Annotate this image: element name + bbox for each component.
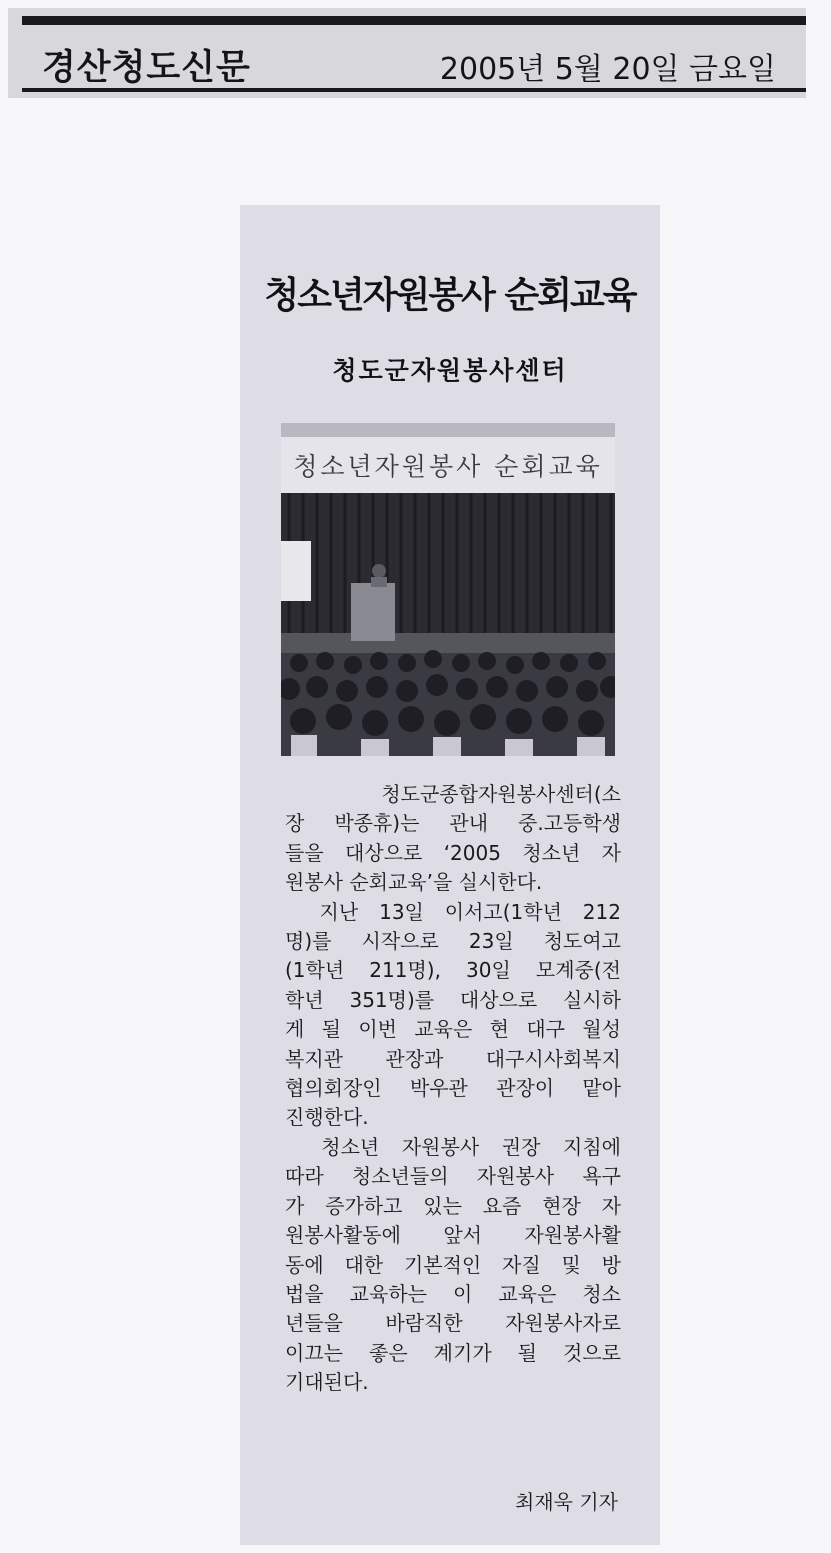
body-line: 청도군종합자원봉사센터(소 [285, 782, 621, 806]
body-line: 원봉사 순회교육’을 실시한다. [285, 870, 543, 895]
photo-banner-text: 청소년자원봉사 순회교육 [293, 452, 603, 481]
newspaper-name: 경산청도신문 [42, 48, 251, 88]
body-line: 복지관 관장과 대구시사회복지 [285, 1046, 621, 1071]
article-photo [281, 423, 615, 756]
body-line: (1학년 211명), 30일 모계중(전 [285, 958, 621, 983]
body-line: 들을 대상으로 ‘2005 청소년 자 [285, 840, 621, 865]
body-line: 지난 13일 이서고(1학년 212 [285, 899, 621, 924]
body-line: 기대된다. [285, 1370, 369, 1395]
body-line: 원봉사활동에 앞서 자원봉사활 [285, 1223, 621, 1248]
body-line: 법을 교육하는 이 교육은 청소 [285, 1281, 621, 1306]
article-body [285, 780, 621, 1398]
body-line: 년들을 바람직한 자원봉사자로 [285, 1311, 621, 1336]
body-line: 가 증가하고 있는 요즘 현장 자 [285, 1193, 621, 1218]
masthead [8, 8, 806, 98]
article-clipping [240, 205, 660, 1545]
body-line: 따라 청소년들의 자원봉사 욕구 [285, 1164, 621, 1189]
masthead-bottom-rule [22, 88, 806, 92]
masthead-top-rule [22, 16, 806, 25]
body-line: 장 박종휴)는 관내 중.고등학생 [285, 811, 621, 836]
article-subhead: 청도군자원봉사센터 [332, 356, 568, 385]
body-line: 진행한다. [285, 1105, 369, 1130]
body-line: 명)를 시작으로 23일 청도여고 [285, 929, 621, 954]
body-line: 협의회장인 박우관 관장이 맡아 [285, 1076, 621, 1101]
article-byline: 최재욱 기자 [515, 1490, 618, 1514]
body-line: 학년 351명)를 대상으로 실시하 [285, 987, 621, 1012]
body-line: 청소년 자원봉사 권장 지침에 [285, 1134, 621, 1159]
body-line: 이끄는 좋은 계기가 될 것으로 [285, 1340, 621, 1365]
body-line: 동에 대한 기본적인 자질 및 방 [285, 1252, 621, 1277]
issue-date: 2005년 5월 20일 금요일 [439, 52, 776, 87]
article-headline: 청소년자원봉사 순회교육 [264, 275, 636, 316]
body-line: 게 될 이번 교육은 현 대구 월성 [285, 1017, 621, 1042]
